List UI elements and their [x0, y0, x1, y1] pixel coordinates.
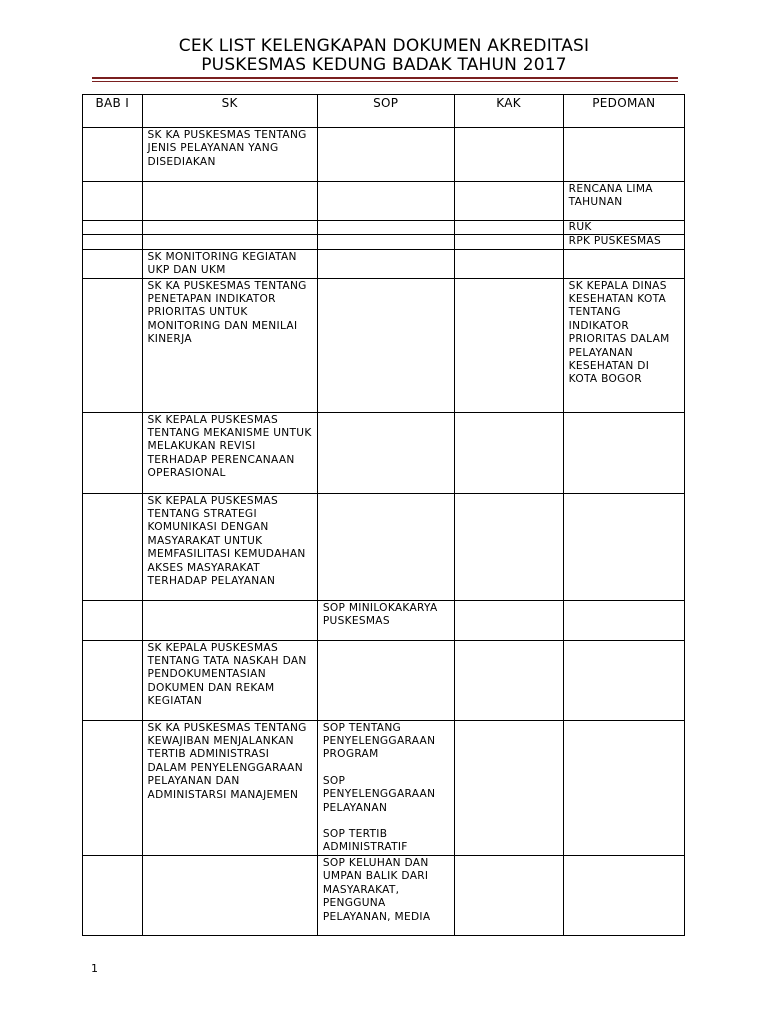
- sk-cell: SK KEPALA PUSKESMAS TENTANG STRATEGI KOMUNIKASI DENGAN MASYARAKAT UNTUK MEMFASILITASI KEMUDAHAN AKSES MASYARAKAT TERHADAP PELAYANAN: [142, 493, 317, 600]
- pedoman-cell: [563, 855, 684, 935]
- sop-cell: [317, 278, 454, 412]
- kak-cell: [454, 493, 563, 600]
- header-sop: SOP: [317, 95, 454, 128]
- pedoman-cell: [563, 600, 684, 640]
- table-row: [83, 600, 685, 640]
- pedoman-cell: [563, 640, 684, 720]
- kak-cell: [454, 855, 563, 935]
- kak-cell: [454, 128, 563, 182]
- kak-cell: [454, 221, 563, 235]
- header-pedoman: PEDOMAN: [563, 95, 684, 128]
- header-sk: SK: [142, 95, 317, 128]
- sop-cell: [317, 128, 454, 182]
- pedoman-cell: RUK: [563, 221, 684, 235]
- pedoman-cell: RPK PUSKESMAS: [563, 235, 684, 249]
- sop-cell: SOP KELUHAN DAN UMPAN BALIK DARI MASYARAKAT, PENGGUNA PELAYANAN, MEDIA: [317, 855, 454, 935]
- title-rule-thin: [92, 81, 678, 82]
- header-bab: BAB I: [83, 95, 143, 128]
- table-row: [83, 412, 685, 493]
- checklist-table: [82, 94, 685, 936]
- sop-cell: [317, 221, 454, 235]
- kak-cell: [454, 412, 563, 493]
- table-row: [83, 249, 685, 278]
- pedoman-cell: [563, 412, 684, 493]
- table-row: [83, 720, 685, 855]
- sop-cell: [317, 182, 454, 221]
- sk-cell: [142, 182, 317, 221]
- sop-cell: [317, 249, 454, 278]
- sk-cell: [142, 855, 317, 935]
- sk-cell: SK KA PUSKESMAS TENTANG KEWAJIBAN MENJALANKAN TERTIB ADMINISTRASI DALAM PENYELENGGARAAN PELAYANAN DAN ADMINISTARSI MANAJEMEN: [142, 720, 317, 855]
- document-title-line-1: CEK LIST KELENGKAPAN DOKUMEN AKREDITASI: [178, 36, 590, 56]
- sk-cell: SK KA PUSKESMAS TENTANG JENIS PELAYANAN YANG DISEDIAKAN: [142, 128, 317, 182]
- sop-item: SOP TENTANG PENYELENGGARAAN PROGRAM: [322, 721, 436, 761]
- kak-cell: [454, 600, 563, 640]
- kak-cell: [454, 235, 563, 249]
- sop-item: SOP TERTIB ADMINISTRATIF: [322, 828, 408, 854]
- table-row: [83, 493, 685, 600]
- table-row: [83, 182, 685, 221]
- pedoman-cell: RENCANA LIMA TAHUNAN: [563, 182, 684, 221]
- sk-cell: SK KA PUSKESMAS TENTANG PENETAPAN INDIKATOR PRIORITAS UNTUK MONITORING DAN MENILAI KINERJA: [142, 278, 317, 412]
- sop-cell: [317, 493, 454, 600]
- sk-cell: [142, 235, 317, 249]
- pedoman-cell: SK KEPALA DINAS KESEHATAN KOTA TENTANG INDIKATOR PRIORITAS DALAM PELAYANAN KESEHATAN DI KOTA BOGOR: [563, 278, 684, 412]
- sop-cell: [317, 412, 454, 493]
- table-row: [83, 278, 685, 412]
- sk-cell: SK KEPALA PUSKESMAS TENTANG MEKANISME UNTUK MELAKUKAN REVISI TERHADAP PERENCANAAN OPERASIONAL: [142, 412, 317, 493]
- kak-cell: [454, 278, 563, 412]
- sop-cell: SOP MINILOKAKARYA PUSKESMAS: [317, 600, 454, 640]
- sk-cell: SK MONITORING KEGIATAN UKP DAN UKM: [142, 249, 317, 278]
- kak-cell: [454, 640, 563, 720]
- table-row: [83, 855, 685, 935]
- table-row: [83, 640, 685, 720]
- sk-cell: SK KEPALA PUSKESMAS TENTANG TATA NASKAH DAN PENDOKUMENTASIAN DOKUMEN DAN REKAM KEGIATAN: [142, 640, 317, 720]
- pedoman-cell: [563, 128, 684, 182]
- kak-cell: [454, 182, 563, 221]
- table-row: [83, 221, 685, 235]
- sop-cell: [317, 720, 454, 855]
- sop-cell: [317, 235, 454, 249]
- pedoman-cell: [563, 493, 684, 600]
- pedoman-cell: [563, 720, 684, 855]
- document-title-line-2: PUSKESMAS KEDUNG BADAK TAHUN 2017: [201, 55, 567, 75]
- table-row: [83, 128, 685, 182]
- title-rule-thick: [92, 77, 678, 79]
- table-header-row: [83, 95, 685, 128]
- page-number: 1: [91, 962, 98, 975]
- sk-cell: [142, 600, 317, 640]
- kak-cell: [454, 720, 563, 855]
- kak-cell: [454, 249, 563, 278]
- header-kak: KAK: [454, 95, 563, 128]
- sop-item: SOP PENYELENGGARAAN PELAYANAN: [322, 774, 436, 814]
- sop-cell: [317, 640, 454, 720]
- pedoman-cell: [563, 249, 684, 278]
- table-row: [83, 235, 685, 249]
- sk-cell: [142, 221, 317, 235]
